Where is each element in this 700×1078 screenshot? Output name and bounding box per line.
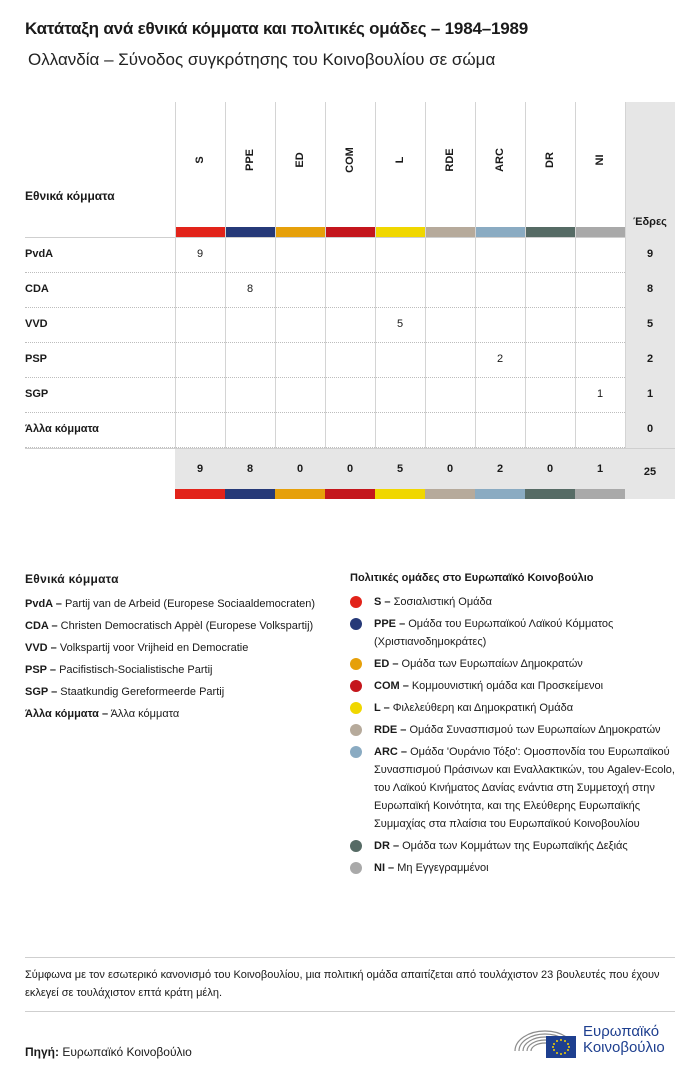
column-header-dr: [525, 102, 575, 228]
table-cell: 9: [196, 248, 204, 260]
legend-group-name: Ομάδα Συνασπισμού των Ευρωπαίων Δημοκρατών: [409, 724, 661, 736]
party-label: PSP: [25, 353, 48, 365]
table-cell: 2: [496, 353, 504, 365]
column-header-ppe: [225, 102, 275, 228]
group-color-bar: [575, 227, 625, 237]
totals-color-bar: [325, 489, 375, 499]
group-color-dot-icon: [350, 746, 362, 758]
table-row: [25, 273, 675, 308]
group-color-bar: [275, 227, 325, 237]
legend-group-name: Σοσιαλιστική Ομάδα: [393, 596, 493, 608]
legend-group-item: [350, 721, 680, 739]
group-code-label: DR: [544, 152, 556, 168]
legend-group-code: L –: [374, 702, 390, 714]
source-line: [25, 1045, 192, 1059]
legend-party-code: PvdA –: [25, 598, 62, 610]
legend-group-code: DR –: [374, 840, 400, 852]
legend-group-name: Ομάδα του Ευρωπαϊκού Λαϊκού Κόμματος (Χριστιανοδημοκράτες): [374, 618, 614, 648]
table-row: [25, 413, 675, 448]
total-cell: 0: [296, 463, 304, 475]
legend-party-code: Άλλα κόμματα –: [25, 708, 109, 720]
total-cell: 9: [196, 463, 204, 475]
totals-color-bar: [375, 489, 425, 499]
legend-party-item: [25, 705, 325, 723]
group-color-bar: [475, 227, 525, 237]
legend-party-code: SGP –: [25, 686, 58, 698]
group-color-bar: [525, 227, 575, 237]
page-subtitle: Ολλανδία – Σύνοδος συγκρότησης του Κοινοβουλίου σε σώμα: [28, 50, 496, 69]
total-cell: 8: [246, 463, 254, 475]
legend-party-name: Pacifistisch-Socialistische Partij: [59, 664, 213, 676]
legend-group-item: [350, 677, 680, 695]
column-header-ed: [275, 102, 325, 228]
group-code-label: L: [394, 156, 406, 164]
grid-line: [175, 102, 176, 448]
total-cell: 5: [396, 463, 404, 475]
grid-line: [325, 102, 326, 448]
legend-group-item: [350, 859, 680, 877]
grid-line: [475, 102, 476, 448]
legend-groups-title: Πολιτικές ομάδες στο Ευρωπαϊκό Κοινοβούλιο: [350, 572, 594, 584]
grid-line: [225, 102, 226, 448]
column-header-ni: [575, 102, 625, 228]
row-header-label: Εθνικά κόμματα: [25, 189, 115, 203]
legend-group-item: [350, 615, 680, 651]
grid-line: [275, 102, 276, 448]
total-cell: 1: [596, 463, 604, 475]
column-header-l: [375, 102, 425, 228]
group-code-label: S: [194, 156, 206, 164]
legend-national-parties: [25, 572, 325, 727]
seats-cell: 5: [625, 308, 675, 343]
totals-color-bar: [575, 489, 625, 499]
legend-party-name: Partij van de Arbeid (Europese Sociaaldemocraten): [64, 598, 316, 610]
total-cell: 0: [446, 463, 454, 475]
group-code-label: ARC: [494, 148, 506, 172]
legend-party-item: [25, 683, 325, 701]
group-color-dot-icon: [350, 862, 362, 874]
party-label: VVD: [25, 318, 48, 330]
legend-party-name: Volkspartij voor Vrijheid en Democratie: [59, 642, 249, 654]
totals-color-bar: [525, 489, 575, 499]
group-color-dot-icon: [350, 596, 362, 608]
table-row: [25, 343, 675, 378]
grid-line: [425, 102, 426, 448]
party-label: Άλλα κόμματα: [25, 423, 99, 435]
group-color-bar: [425, 227, 475, 237]
legend-party-item: [25, 617, 325, 635]
party-label: PvdA: [25, 248, 54, 260]
legend-group-name: Ομάδα των Κομμάτων της Ευρωπαϊκής Δεξιάς: [402, 840, 628, 852]
totals-color-bar: [175, 489, 225, 499]
seats-cell: 9: [625, 238, 675, 273]
legend-group-item: [350, 837, 680, 855]
source-label: Πηγή:: [25, 1045, 59, 1059]
total-cell: 0: [346, 463, 354, 475]
legend-group-code: PPE –: [374, 618, 406, 630]
table-row: [25, 308, 675, 343]
seats-table: [25, 102, 675, 498]
legend-group-name: Ομάδα των Ευρωπαίων Δημοκρατών: [401, 658, 583, 670]
logo-line1: Ευρωπαϊκό: [583, 1023, 660, 1040]
legend-group-name: Φιλελεύθερη και Δημοκρατική Ομάδα: [392, 702, 574, 714]
table-header: [25, 102, 675, 238]
group-code-label: NI: [594, 154, 606, 166]
legend-group-name: Ομάδα 'Ουράνιο Τόξο': Ομοσπονδία του Ευρωπαϊκού Συνασπισμού Πράσινων και Εναλλακτικών, του Agalev-Ecolo, του Λαϊκού Κινήματος Δανίας ενάντια στη Συμμετοχή στην Ευρωπαϊκή Κοινότητα, και της Ελεύθερης Ευρωπαϊκής Συμμαχίας στα πλαίσια του Ευρωπαϊκού Κοινοβουλίου: [374, 746, 675, 830]
grid-line: [525, 102, 526, 448]
total-cell: 2: [496, 463, 504, 475]
european-parliament-logo: [513, 1021, 678, 1061]
group-color-dot-icon: [350, 618, 362, 630]
legend-group-item: [350, 743, 680, 833]
legend-group-code: S –: [374, 596, 391, 608]
seats-cell: 2: [625, 343, 675, 378]
legend-group-code: COM –: [374, 680, 409, 692]
group-color-bar: [375, 227, 425, 237]
table-row: [25, 378, 675, 413]
legend-parties-title: Εθνικά κόμματα: [25, 572, 119, 586]
seats-header-label: Έδρες: [633, 216, 667, 228]
group-color-bar: [175, 227, 225, 237]
legend-party-code: PSP –: [25, 664, 56, 676]
legend-group-item: [350, 655, 680, 673]
legend-group-code: ARC –: [374, 746, 408, 758]
group-color-dot-icon: [350, 724, 362, 736]
legend-group-code: NI –: [374, 862, 395, 874]
table-cell: 1: [596, 388, 604, 400]
legend-group-code: ED –: [374, 658, 399, 670]
seats-cell: 8: [625, 273, 675, 308]
table-cell: 8: [246, 283, 254, 295]
totals-color-bar: [475, 489, 525, 499]
column-header-arc: [475, 102, 525, 228]
group-color-dot-icon: [350, 840, 362, 852]
group-color-dot-icon: [350, 702, 362, 714]
legend-group-item: [350, 593, 680, 611]
party-label: SGP: [25, 388, 49, 400]
grid-line: [375, 102, 376, 448]
logo-line2: Κοινοβούλιο: [583, 1039, 665, 1056]
legend-group-code: RDE –: [374, 724, 407, 736]
seats-cell: 1: [625, 378, 675, 413]
seats-column-header: [625, 102, 675, 238]
legend-party-name: Christen Democratisch Appèl (Europese Volkspartij): [60, 620, 314, 632]
legend-group-name: Κομμουνιστική ομάδα και Προσκείμενοι: [411, 680, 604, 692]
parliament-hemicycle-icon: [513, 1021, 579, 1061]
legend-political-groups: [350, 572, 680, 881]
logo-text: [583, 1024, 665, 1056]
footnote: Σύμφωνα με τον εσωτερικό κανονισμό του Κοινοβουλίου, μια πολιτική ομάδα απαιτίζεται από τουλάχιστον 23 βουλευτές που έχουν εκλεγεί σε τουλάχιστον επτά κράτη μέλη.: [25, 957, 675, 1012]
column-header-s: [175, 102, 225, 228]
seats-cell: 0: [625, 413, 675, 448]
legend-party-item: [25, 661, 325, 679]
group-color-bar: [225, 227, 275, 237]
grid-line: [575, 102, 576, 448]
group-color-dot-icon: [350, 680, 362, 692]
total-cell: 0: [546, 463, 554, 475]
column-header-com: [325, 102, 375, 228]
totals-row: [25, 448, 675, 498]
legend-group-item: [350, 699, 680, 717]
party-label: CDA: [25, 283, 49, 295]
legend-group-name: Μη Εγγεγραμμένοι: [397, 862, 489, 874]
legend-party-name: Άλλα κόμματα: [110, 708, 180, 720]
group-color-bar: [325, 227, 375, 237]
grid-line: [625, 102, 626, 448]
legend-party-code: VVD –: [25, 642, 57, 654]
group-code-label: ED: [294, 152, 306, 168]
totals-color-bar: [225, 489, 275, 499]
group-code-label: RDE: [444, 148, 456, 172]
legend-party-item: [25, 639, 325, 657]
legend-party-item: [25, 595, 325, 613]
group-code-label: COM: [344, 147, 356, 173]
page-title: Κατάταξη ανά εθνικά κόμματα και πολιτικές ομάδες – 1984–1989: [25, 19, 528, 38]
legend-party-code: CDA –: [25, 620, 58, 632]
table-row: [25, 238, 675, 273]
group-color-dot-icon: [350, 658, 362, 670]
table-body: [25, 238, 675, 448]
legend-party-name: Staatkundig Gereformeerde Partij: [60, 686, 225, 698]
total-seats: 25: [625, 449, 675, 499]
totals-color-bar: [425, 489, 475, 499]
column-header-rde: [425, 102, 475, 228]
group-code-label: PPE: [244, 148, 256, 172]
totals-color-bar: [275, 489, 325, 499]
source-value: Ευρωπαϊκό Κοινοβούλιο: [62, 1045, 192, 1059]
table-cell: 5: [396, 318, 404, 330]
